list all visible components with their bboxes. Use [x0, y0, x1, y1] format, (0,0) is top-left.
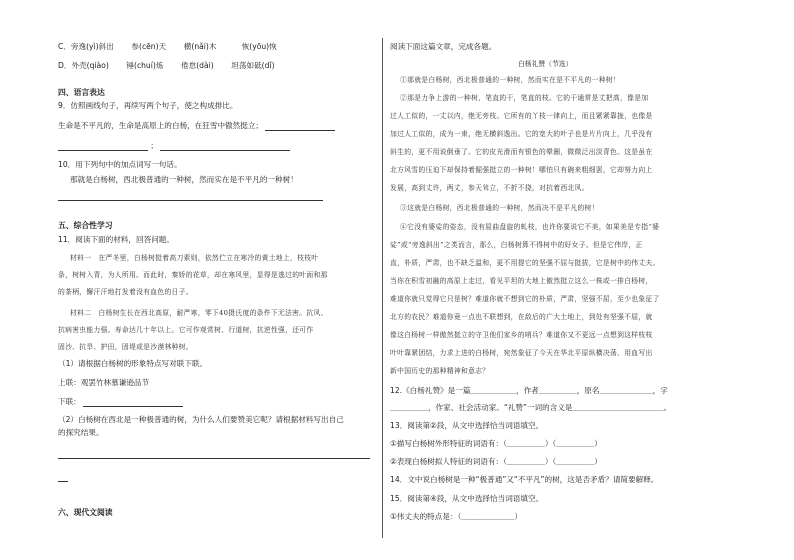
couplet-upper: 上联：观罢竹林慕谦逊品节 — [58, 378, 150, 387]
question-15-1: ①伟丈夫的特点是：（＿＿＿＿＿＿＿） — [390, 512, 523, 521]
question-11: 11．阅读下面的材料，回答问题。 — [58, 235, 174, 244]
question-11-2-continued: 的探究结果。 — [58, 428, 104, 437]
reading-instruction: 阅读下面这篇文章，完成各题。 — [390, 42, 497, 51]
answer-blank[interactable] — [160, 142, 290, 151]
material-2-line: 材料二 白杨树生长在西北高原，耐严寒，零下40摄氏度的条件下无法害。抗风、 — [70, 309, 328, 317]
passage-line: ①那就是白杨树，西北极普通的一种树，然而实在是不平凡的一种树！ — [400, 76, 621, 84]
passage-line: ④它没有婆娑的姿态，没有屈曲盘旋的虬枝，也许你要说它不美，如果美是专指“婆 — [400, 223, 660, 231]
couplet-lower: 下联： — [58, 397, 183, 407]
passage-line: 叶叶靠紧团结，力求上进的白杨树，宛然象征了今天在华北平原纵横决荡、用血写出 — [390, 349, 653, 357]
passage-line: ③这就是白杨树，西北极普通的一种树，然而决不是平凡的树！ — [400, 204, 599, 212]
passage-line: 新中国历史的那种精神和意志？ — [390, 367, 490, 375]
answer-blank[interactable] — [265, 122, 335, 131]
column-divider — [382, 38, 383, 538]
material-2-line: 抗病害虫能力强。寿命达几十年以上。它可作观赏树、行道树，抗逆性强，还可作 — [58, 326, 314, 334]
question-11-2: （2）白杨树在西北是一种极普通的树，为什么人们要赞美它呢？请根据材料写出自己 — [58, 415, 344, 424]
passage-line: ②那是力争上游的一种树，笔直的干，笔直的枝。它的干通常是丈把高，像是加 — [400, 94, 649, 102]
answer-blank[interactable] — [83, 398, 183, 407]
passage-line: 北方风雪的压迫下却保持着倔强挺立的一种树！哪怕只有碗来粗细罢，它却努力向上 — [390, 166, 653, 174]
passage-line: 发展，高到丈许，两丈，参天耸立，不折不挠，对抗着西北风。 — [390, 184, 589, 192]
question-13-1: ①描写白杨树外形特征的词语有：（＿＿＿＿＿）（＿＿＿＿＿） — [390, 439, 602, 448]
question-9-prompt: 生命是不平凡的，生命是高原上的白杨，在狂雪中傲然挺立； — [58, 121, 335, 131]
question-9-continue: ； — [58, 141, 290, 151]
question-14: 14．文中说白杨树是一种“极普通”又“不平凡”的树，这是否矛盾？请简要解释。 — [390, 475, 659, 484]
material-1-line: 条，树树入青，为人所用。而此时，秦娇的花草，却在寒风里，显得是逃过的叶面和那 — [58, 271, 328, 279]
answer-line[interactable] — [58, 481, 68, 482]
question-13-2: ②表现白杨树拟人特征的词语有：（＿＿＿＿＿）（＿＿＿＿＿） — [390, 457, 602, 466]
answer-blank[interactable] — [58, 142, 148, 151]
passage-title: 白杨礼赞（节选） — [518, 60, 573, 68]
answer-line[interactable] — [58, 200, 323, 201]
material-2-line: 固沙、抗旱、护田，固堤或是沙漠林种树。 — [58, 343, 193, 351]
question-10: 10．用下列句中的加点词写一句话。 — [58, 160, 182, 169]
answer-line[interactable] — [58, 458, 370, 459]
material-1-line: 材料一 在严冬里，白杨树挺着高刀素则，依然伫立在寒冷的黄土地上，枝枝叶 — [70, 254, 319, 262]
question-12: 12.《白杨礼赞》是一篇＿＿＿＿＿＿，作者＿＿＿＿＿，原名＿＿＿＿＿＿＿，字 — [390, 386, 668, 395]
option-c: C．旁逸(yì)斜出 参(cēn)天 横(nǎi)木 恢(yōu)恢 — [58, 42, 277, 51]
passage-line: 过人工似的，一丈以内，绝无旁枝。它所有的丫枝一律向上，而且紧紧靠拢，也像是 — [390, 112, 653, 120]
question-10-sentence: 那就是白杨树，西北极普通的一种树，然而实在是不平凡的一种树！ — [70, 175, 298, 184]
question-9: 9．仿照画线句子，再续写两个句子，使之构成排比。 — [58, 101, 238, 110]
passage-line: 直，朴质，严肃，也不缺乏温和，更不用提它的坚强不屈与挺拔，它是树中的伟丈夫。 — [390, 259, 660, 267]
section-6-heading: 六、现代文阅读 — [58, 508, 113, 517]
section-4-heading: 四、语言表达 — [58, 88, 105, 97]
passage-line: 难道你就只觉得它只是树？难道你就不想到它的朴质，严肃，坚强不屈，至少也象征了 — [390, 295, 660, 303]
passage-line: 当你在积雪初融的高原上走过，看见平坦的大地上傲然挺立这么一株或一排白杨树， — [390, 277, 653, 285]
passage-line: 北方的农民？难道你竟一点也不联想到，在敌后的广大土地上，到处有坚强不屈，就 — [390, 313, 653, 321]
question-11-1: （1）请根据白杨树的形象特点写对联下联。 — [58, 359, 208, 368]
question-15: 15．阅读第④段，从文中选择恰当词语填空。 — [390, 494, 544, 503]
passage-line: 斜生的，更不用说倒垂了。它的皮光滑而有银色的晕圈，微微泛出淡青色。这是虽在 — [390, 148, 653, 156]
passage-line: 加过人工似的，成为一束，绝无横斜逸出。它的宽大的叶子也是片片向上，几乎没有 — [390, 130, 653, 138]
option-d: D．外壳(qiào) 锤(chuí)炼 倦怠(dài) 坦荡如砥(dǐ) — [58, 61, 275, 70]
material-1-line: 的茶柄，懈汗汗地打发着没有血色的日子。 — [58, 288, 193, 296]
question-13: 13．阅读第②段，从文中选择恰当词语填空。 — [390, 421, 544, 430]
section-5-heading: 五、综合性学习 — [58, 221, 113, 230]
passage-line: 像这白杨树一样傲然挺立的守卫他们家乡的哨兵？难道你又不更远一点想到这样枝枝 — [390, 331, 653, 339]
question-12-continued: ＿＿＿＿＿，作家、社会活动家。“礼赞”一词的含义是＿＿＿＿＿＿＿＿＿＿＿＿。 — [390, 403, 672, 412]
passage-line: 娑”或“旁逸斜出”之类而言，那么，白杨树算不得树中的好女子。但是它伟岸，正 — [390, 241, 643, 249]
